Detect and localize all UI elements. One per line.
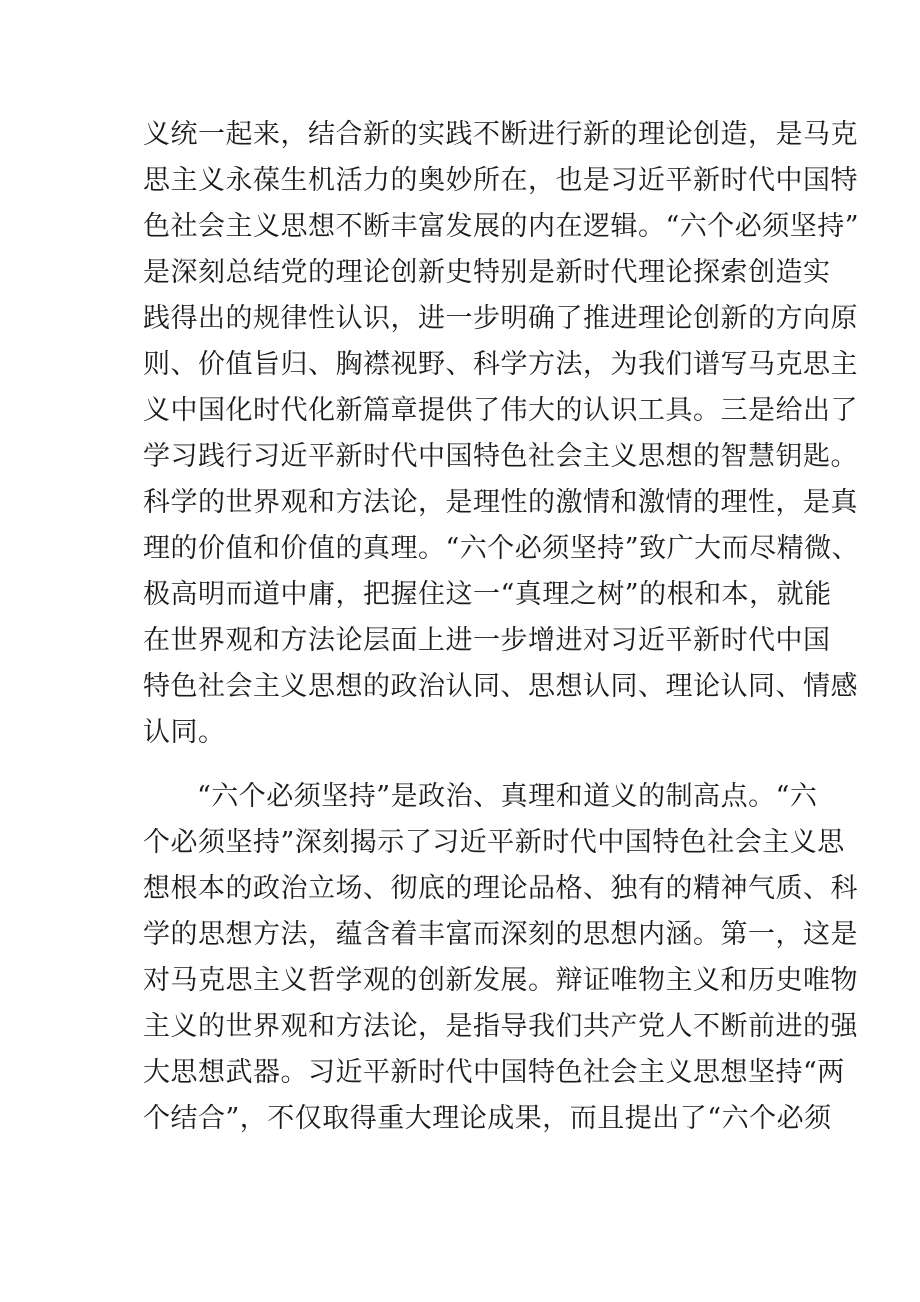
- text-line: 想根本的政治立场、彻底的理论品格、独有的精神气质、科: [143, 873, 858, 904]
- text-line: 个结合”，不仅取得重大理论成果，而且提出了“六个必须: [143, 1103, 832, 1134]
- text-line: 则、价值旨归、胸襟视野、科学方法，为我们谱写马克思主: [143, 349, 858, 380]
- text-line: 义统一起来，结合新的实践不断进行新的理论创造，是马克: [143, 119, 858, 150]
- text-line: 践得出的规律性认识，进一步明确了推进理论创新的方向原: [143, 303, 858, 334]
- paragraph-first-line: “六个必须坚持”是政治、真理和道义的制高点。“六: [197, 781, 818, 812]
- text-line: 特色社会主义思想的政治认同、思想认同、理论认同、情感: [143, 671, 858, 702]
- text-line: 义中国化时代化新篇章提供了伟大的认识工具。三是给出了: [143, 395, 858, 426]
- text-line: 主义的世界观和方法论，是指导我们共产党人不断前进的强: [143, 1011, 858, 1042]
- text-line: 思主义永葆生机活力的奥妙所在，也是习近平新时代中国特: [143, 165, 858, 196]
- text-line: 大思想武器。习近平新时代中国特色社会主义思想坚持“两: [143, 1057, 845, 1088]
- text-line: 认同。: [143, 717, 226, 748]
- text-line: 色社会主义思想不断丰富发展的内在逻辑。“六个必须坚持”: [143, 211, 860, 242]
- text-line: 在世界观和方法论层面上进一步增进对习近平新时代中国: [143, 625, 831, 656]
- text-line: 个必须坚持”深刻揭示了习近平新时代中国特色社会主义思: [143, 827, 845, 858]
- text-line: 极高明而道中庸，把握住这一“真理之树”的根和本，就能: [143, 579, 832, 610]
- text-line: 学习践行习近平新时代中国特色社会主义思想的智慧钥匙。: [143, 441, 858, 472]
- text-line: 科学的世界观和方法论，是理性的激情和激情的理性，是真: [143, 487, 858, 518]
- text-line: 对马克思主义哲学观的创新发展。辩证唯物主义和历史唯物: [143, 965, 858, 996]
- text-line: 学的思想方法，蕴含着丰富而深刻的思想内涵。第一，这是: [143, 919, 858, 950]
- text-line: 是深刻总结党的理论创新史特别是新时代理论探索创造实: [143, 257, 831, 288]
- text-line: 理的价值和价值的真理。“六个必须坚持”致广大而尽精微、: [143, 533, 860, 564]
